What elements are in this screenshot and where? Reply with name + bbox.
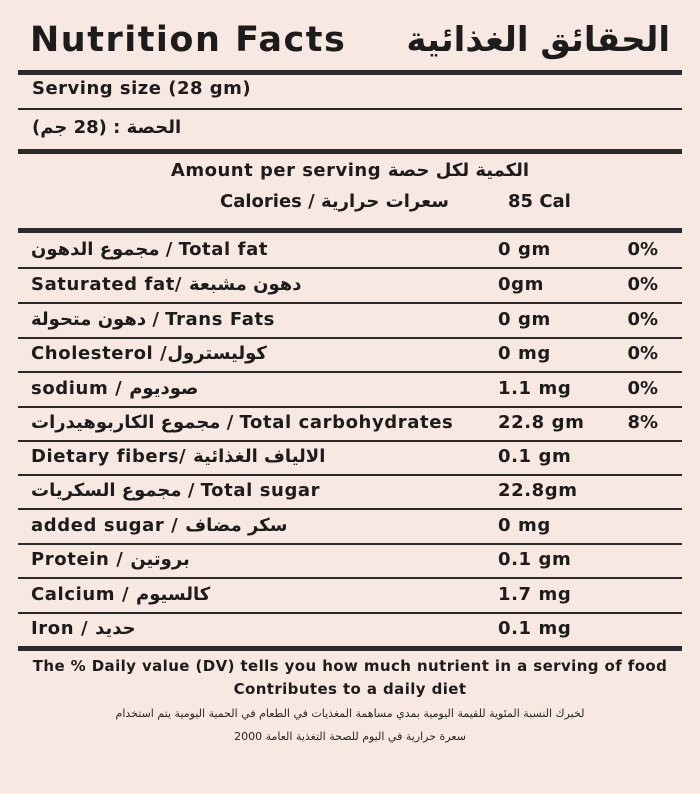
nutrient-amount: 0 mg — [498, 515, 551, 536]
nutrient-row-sodium — [18, 372, 682, 408]
nutrient-row-cholesterol — [18, 337, 682, 373]
footnote-arabic-line1: لخبرك النسبة المئوية للقيمة اليومية بمدي مساهمة المغذيات في الطعام في الحمية اليومية يتم استخدام — [115, 707, 585, 720]
serving-size-arabic: الحصة : (28 جم) — [32, 117, 182, 138]
nutrient-name: Iron / حديد — [31, 618, 136, 639]
nutrient-amount: 0.1 gm — [498, 549, 572, 570]
nutrient-amount: 22.8 gm — [498, 412, 585, 433]
divider-top — [18, 70, 682, 75]
nutrient-daily-value: 0% — [627, 239, 658, 260]
nutrient-name: added sugar / سكر مضاف — [31, 515, 288, 536]
nutrient-name: Calcium / كالسيوم — [31, 584, 211, 605]
nutrient-name: Cholesterol /كوليسترول — [31, 343, 267, 364]
footnote-english-line2: Contributes to a daily diet — [233, 680, 467, 698]
nutrient-daily-value: 8% — [627, 412, 658, 433]
nutrient-row-dietary-fibers — [18, 440, 682, 476]
nutrient-name: Saturated fat/ دهون مشبعة — [31, 274, 302, 295]
nutrient-name: مجموع السكريات / Total sugar — [31, 480, 321, 501]
nutrient-row-total-carbohydrates — [18, 406, 682, 442]
nutrient-daily-value: 0% — [627, 274, 658, 295]
title-english: Nutrition Facts — [30, 20, 347, 60]
nutrient-name: دهون متحولة / Trans Fats — [31, 309, 275, 330]
divider-serving — [18, 108, 682, 110]
nutrient-amount: 0 gm — [498, 309, 551, 330]
nutrient-row-total-fat — [18, 233, 682, 269]
nutrient-daily-value: 0% — [627, 378, 658, 399]
nutrient-amount: 22.8gm — [498, 480, 578, 501]
title-arabic: الحقائق الغذائية — [406, 20, 670, 60]
nutrient-name: مجموع الكاربوهيدرات / Total carbohydrates — [31, 412, 454, 433]
divider-footnote — [18, 646, 682, 651]
footnote-english-line1: The % Daily value (DV) tells you how much nutrient in a serving of food — [32, 657, 668, 675]
nutrient-amount: 0.1 mg — [498, 618, 572, 639]
nutrient-amount: 1.7 mg — [498, 584, 572, 605]
divider-amount — [18, 149, 682, 154]
nutrient-row-protein — [18, 543, 682, 579]
nutrient-row-trans-fats — [18, 303, 682, 339]
amount-per-serving: Amount per serving الكمية لكل حصة — [170, 160, 530, 181]
nutrient-name: Dietary fibers/ الالياف الغذائية — [31, 446, 326, 467]
nutrient-row-iron — [18, 612, 682, 648]
title-row — [30, 14, 670, 66]
nutrient-daily-value: 0% — [627, 309, 658, 330]
nutrient-name: مجموع الدهون / Total fat — [31, 239, 269, 260]
calories-value: 85 Cal — [508, 191, 571, 212]
nutrient-name: sodium / صوديوم — [31, 378, 199, 399]
nutrient-amount: 0 mg — [498, 343, 551, 364]
nutrient-row-saturated-fat — [18, 268, 682, 304]
footnote-arabic-line2: سعرة حرارية في اليوم للصحة التغذية العامة 2000 — [234, 730, 466, 743]
nutrient-row-total-sugar — [18, 474, 682, 510]
nutrient-amount: 0 gm — [498, 239, 551, 260]
nutrient-row-added-sugar — [18, 509, 682, 545]
calories-label: Calories / سعرات حرارية — [220, 191, 449, 212]
nutrient-amount: 0.1 gm — [498, 446, 572, 467]
nutrient-amount: 1.1 mg — [498, 378, 572, 399]
nutrient-daily-value: 0% — [627, 343, 658, 364]
serving-size-english: Serving size (28 gm) — [32, 78, 252, 99]
nutrient-amount: 0gm — [498, 274, 544, 295]
nutrient-row-calcium — [18, 578, 682, 614]
nutrient-name: Protein / بروتين — [31, 549, 190, 570]
